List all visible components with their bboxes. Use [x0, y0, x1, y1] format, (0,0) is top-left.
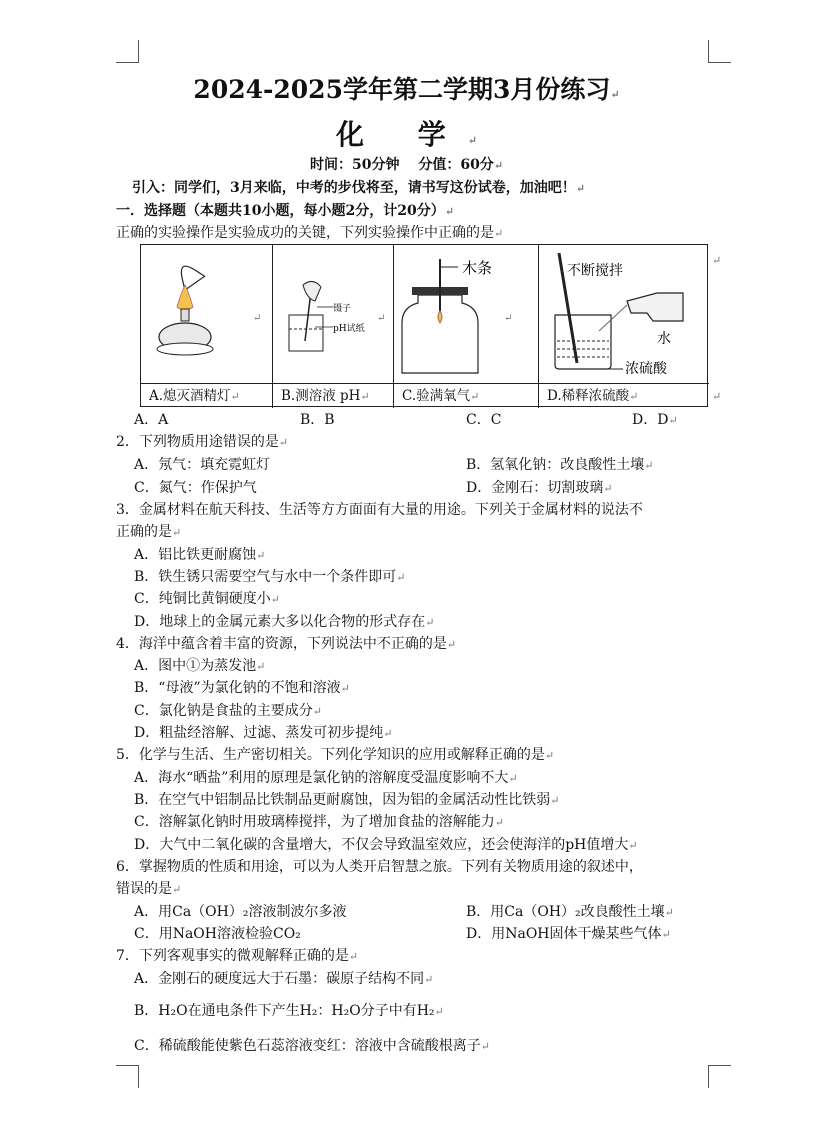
figure-cell-b	[273, 245, 394, 408]
q1-option-a: A．A	[134, 412, 169, 428]
q5-option-c: C．溶解氯化钠时用玻璃棒搅拌，为了增加食盐的溶解能力↵	[134, 814, 504, 830]
q6-stem-cont: 错误的是↵	[116, 881, 182, 897]
q1-stem: 正确的实验操作是实验成功的关键，下列实验操作中正确的是↵	[116, 225, 504, 241]
label-water: 水	[657, 331, 671, 347]
q6-option-d: D．用NaOH固体干燥某些气体↵	[466, 926, 671, 942]
exam-title: 2024-2025学年第二学期3月份练习↵	[193, 75, 620, 104]
exam-intro: 引入：同学们，3月来临，中考的步伐将至，请书写这份试卷，加油吧！↵	[132, 180, 585, 196]
figure-cell-d	[539, 245, 709, 408]
exam-meta: 时间：50分钟 分值：60分↵	[309, 157, 504, 173]
q2-option-a: A．氖气：填充霓虹灯	[134, 457, 271, 473]
q3-option-b: B．铁生锈只需要空气与水中一个条件即可↵	[134, 569, 406, 585]
q4-option-b: B．“母液”为氯化钠的不饱和溶液↵	[134, 680, 350, 696]
q3-stem-cont: 正确的是↵	[116, 524, 182, 540]
q3-stem: 3．金属材料在航天科技、生活等方方面面有大量的用途。下列关于金属材料的说法不	[116, 502, 643, 518]
q3-option-a: A．铝比铁更耐腐蚀↵	[134, 547, 266, 563]
ph-test-figure	[273, 245, 394, 383]
q2-option-d: D．金刚石：切割玻璃↵	[466, 480, 613, 496]
q7-option-b: B．H₂O在通电条件下产生H₂：H₂O分子中有H₂↵	[134, 1003, 444, 1019]
label-wood-stick: 木条	[462, 259, 493, 277]
q2-option-b: B．氢氧化钠：改良酸性土壤↵	[466, 457, 654, 473]
dilute-acid-figure	[539, 245, 709, 383]
corner-mark	[116, 1065, 139, 1088]
label-stirring: 不断搅拌	[567, 263, 623, 279]
q5-option-d: D．大气中二氧化碳的含量增大，不仅会导致温室效应，还会使海洋的pH值增大↵	[134, 837, 638, 853]
label-ph-paper: pH试纸	[333, 324, 365, 334]
q3-option-c: C．纯铜比黄铜硬度小↵	[134, 591, 280, 607]
q5-option-a: A．海水“晒盐”利用的原理是氯化钠的溶解度受温度影响不大↵	[134, 770, 518, 786]
q5-stem: 5．化学与生活、生产密切相关。下列化学知识的应用或解释正确的是↵	[116, 747, 555, 763]
section-heading: 一．选择题（本题共10小题，每小题2分，计20分）↵	[116, 203, 454, 219]
q1-option-d: D．D↵	[632, 412, 678, 428]
q4-option-d: D．粗盐经溶解、过滤、蒸发可初步提纯↵	[134, 725, 393, 741]
alcohol-lamp-figure	[141, 245, 273, 383]
svg-text:↵: ↵	[504, 313, 513, 324]
svg-text:↵: ↵	[377, 313, 386, 324]
q7-option-c: C．稀硫酸能使紫色石蕊溶液变红：溶液中含硫酸根离子↵	[134, 1038, 490, 1054]
caption-a: A.熄灭酒精灯↵	[141, 383, 272, 409]
q6-option-a: A．用Ca（OH）₂溶液制波尔多液	[134, 904, 347, 920]
figure-cell-c	[394, 245, 539, 408]
caption-c: C.验满氧气↵	[394, 383, 538, 409]
q1-figure-table	[140, 244, 708, 407]
q1-option-b: B．B	[300, 412, 335, 428]
q6-option-c: C．用NaOH溶液检验CO₂	[134, 926, 301, 942]
label-tweezers: 镊子	[333, 304, 352, 314]
q6-option-b: B．用Ca（OH）₂改良酸性土壤↵	[466, 904, 674, 920]
q6-stem: 6．掌握物质的性质和用途，可以为人类开启智慧之旅。下列有关物质用途的叙述中，	[116, 859, 643, 875]
exam-subject: 化 学↵	[336, 118, 477, 151]
svg-text:↵: ↵	[253, 313, 262, 324]
label-acid: 浓硫酸	[625, 361, 667, 377]
q4-option-c: C．氯化钠是食盐的主要成分↵	[134, 703, 322, 719]
q4-option-a: A．图中①为蒸发池↵	[134, 658, 266, 674]
figure-cell-a	[141, 245, 273, 408]
q4-stem: 4．海洋中蕴含着丰富的资源，下列说法中不正确的是↵	[116, 636, 457, 652]
caption-d: D.稀释浓硫酸↵	[539, 383, 709, 409]
q2-option-c: C．氮气：作保护气	[134, 480, 257, 496]
corner-mark	[708, 40, 731, 63]
q5-option-b: B．在空气中铝制品比铁制品更耐腐蚀，因为铝的金属活动性比铁弱↵	[134, 792, 560, 808]
q7-option-a: A．金刚石的硬度远大于石墨：碳原子结构不同↵	[134, 971, 434, 987]
corner-mark	[708, 1065, 731, 1088]
q7-stem: 7．下列客观事实的微观解释正确的是↵	[116, 948, 359, 964]
caption-b: B.测溶液 pH↵	[273, 383, 393, 409]
oxygen-test-figure	[394, 245, 539, 383]
corner-mark	[116, 40, 139, 63]
q2-stem: 2．下列物质用途错误的是↵	[116, 434, 289, 450]
q3-option-d: D．地球上的金属元素大多以化合物的形式存在↵	[134, 614, 435, 630]
q1-option-c: C．C	[466, 412, 502, 428]
